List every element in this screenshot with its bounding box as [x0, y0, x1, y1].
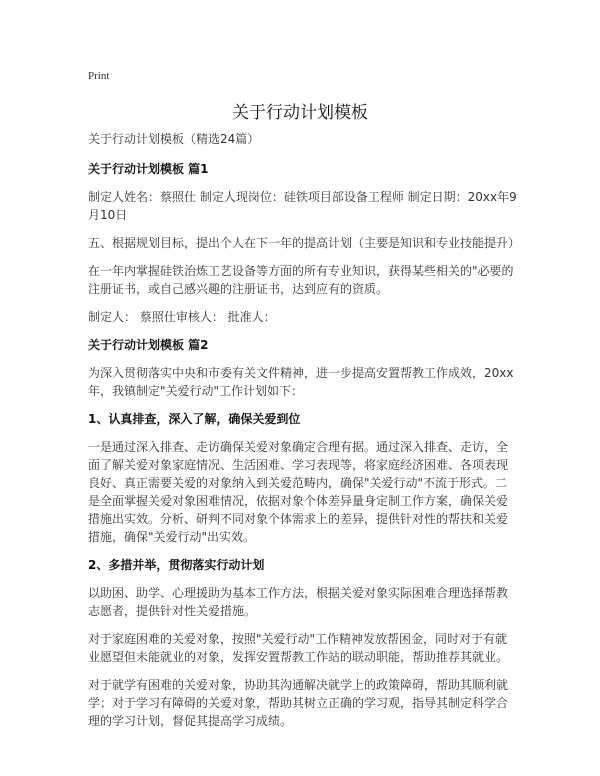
- paragraph-author-info: 制定人姓名：蔡照仕 制定人现岗位：硅铁项目部设备工程师 制定日期：20xx年9月10日: [88, 190, 517, 222]
- paragraph-family-hardship: 对于家庭困难的关爱对象，按照"关爱行动"工作精神发放帮困金，同时对于有就业愿望但未能就业的对象，发挥安置帮教工作站的联动职能，帮助推荐其就业。: [88, 632, 509, 664]
- document-subtitle: 关于行动计划模板（精选24篇）: [88, 132, 260, 146]
- paragraph-investigation: 一是通过深入排查、走访确保关爱对象确定合理有据。通过深入排查、走访，全面了解关爱对象家庭情况、生活困难、学习表现等，将家庭经济困难、各项表现良好、真正需要关爱的对象纳入到关爱范畴内，确保"关爱行动"不流于形式。二是全面掌握关爱对象困难情况，依据对象个体差异量身定制工作方案，确保关爱措施出实效。分析、研判不同对象个体需求上的差异，提供针对性的帮扶和关爱措施，确保"关爱行动"出实效。: [88, 440, 509, 544]
- paragraph-methods: 以助困、助学、心理援助为基本工作方法，根据关爱对象实际困难合理选择帮教志愿者，提供针对性关爱措施。: [88, 586, 509, 618]
- document-body: [88, 130, 521, 740]
- paragraph-plan-detail: 在一年内掌握硅铁治炼工艺设备等方面的所有专业知识，获得某些相关的"必要的注册证书，或自己感兴趣的注册证书，达到应有的资质。: [88, 264, 514, 296]
- page-title: 关于行动计划模板: [232, 103, 368, 123]
- subheading-measures: 2、多措并举，贯彻落实行动计划: [88, 558, 265, 572]
- paragraph-intro: 为深入贯彻落实中央和市委有关文件精神，进一步提高安置帮教工作成效，20xx年，我镇制定"关爱行动"工作计划如下：: [88, 366, 514, 398]
- print-link[interactable]: Print: [88, 70, 110, 82]
- subheading-investigation: 1、认真排查，深入了解，确保关爱到位: [88, 412, 301, 426]
- section-heading-2: 关于行动计划模板 篇2: [88, 338, 209, 352]
- paragraph-plan-goal: 五、根据规划目标，提出个人在下一年的提高计划（主要是知识和专业技能提升）: [88, 236, 521, 250]
- section-heading-1: 关于行动计划模板 篇1: [88, 162, 209, 176]
- paragraph-study-hardship: 对于就学有困难的关爱对象，协助其沟通解决就学上的政策障碍，帮助其顺利就学；对于学习有障碍的关爱对象，帮助其树立正确的学习观，指导其制定科学合理的学习计划，督促其提高学习成绩。: [88, 678, 509, 728]
- paragraph-signatures: 制定人： 蔡照仕审核人： 批准人：: [88, 310, 276, 324]
